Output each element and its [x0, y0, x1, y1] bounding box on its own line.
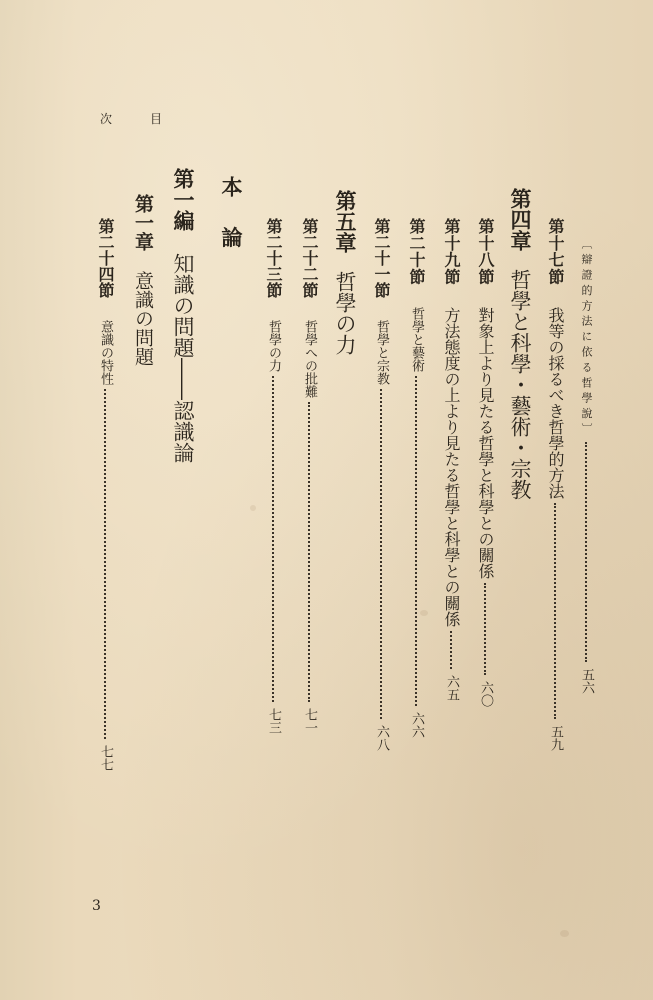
toc-entry [130, 194, 157, 366]
volume-label: 第一編 [171, 168, 196, 231]
toc-entry [330, 190, 360, 355]
toc-entry [544, 218, 567, 751]
toc-entry [505, 188, 535, 500]
page-number: 五九 [548, 725, 563, 752]
paper-stain [560, 930, 569, 937]
entry-title: 對象上より見たる哲學と科學との關係 [476, 307, 495, 580]
leader-dots [450, 631, 452, 669]
leader-dots [104, 389, 106, 739]
entry-title: 我等の採るべき哲學的方法 [546, 307, 565, 500]
toc-entry [405, 218, 428, 738]
toc-entry [262, 218, 285, 734]
page-number: 七七 [98, 745, 113, 771]
running-header-right: 目 [150, 112, 163, 126]
entry-title: 哲學と科學・藝術・宗教 [508, 269, 532, 500]
leader-dots [554, 503, 556, 719]
toc-entry [474, 218, 497, 707]
page-number: 七三 [266, 708, 281, 734]
page-number-footer: 3 [92, 898, 101, 914]
entry-title: 哲學の力 [266, 320, 281, 372]
section-label: 第二十三節 [264, 218, 283, 298]
toc-entry [168, 168, 198, 463]
chapter-label: 第一章 [132, 194, 154, 251]
toc-entry [577, 238, 596, 838]
entry-title: 哲學と藝術 [409, 307, 424, 373]
section-label: 第十七節 [546, 218, 565, 286]
leader-dots [308, 402, 310, 702]
page-number: 六八 [374, 725, 389, 751]
paper-stain [250, 505, 256, 511]
section-label: 第二十節 [407, 218, 426, 286]
toc-entry [94, 218, 117, 771]
chapter-label: 第四章 [508, 188, 533, 251]
entry-title: 方法態度の上より見たる哲學と科學との關係 [442, 307, 461, 628]
page-number: 五六 [579, 668, 594, 695]
leader-dots [415, 376, 417, 706]
section-label: 第二十二節 [300, 218, 319, 298]
running-header-left: 次 [100, 112, 113, 126]
entry-title: 哲學の力 [333, 271, 357, 355]
page-number: 七一 [302, 708, 317, 734]
chapter-label: 第五章 [333, 190, 358, 253]
part-title: 本論 [219, 176, 244, 277]
page-number: 六六 [409, 712, 424, 739]
entry-title: 哲學への批難 [302, 320, 317, 398]
page-number: 六五 [444, 675, 459, 702]
section-label: 第十八節 [476, 218, 495, 286]
entry-title: 哲學と宗教 [374, 320, 389, 385]
toc-entry [440, 218, 463, 701]
toc-entry [298, 218, 321, 734]
section-label: 第二十一節 [372, 218, 391, 298]
leader-dots [585, 442, 587, 662]
leader-dots [272, 376, 274, 702]
toc-entry [216, 176, 246, 277]
page-number: 六〇 [478, 681, 493, 708]
toc-entry [370, 218, 393, 751]
entry-title: 知識の問題――認識論 [171, 253, 195, 463]
section-label: 第十九節 [442, 218, 461, 286]
entry-title: 〔辯證的方法に依る哲學說〕 [580, 238, 593, 439]
leader-dots [484, 583, 486, 675]
leader-dots [380, 389, 382, 719]
entry-title: 意識の問題 [132, 271, 154, 366]
section-label: 第二十四節 [96, 218, 115, 298]
entry-title: 意識の特性 [98, 320, 113, 385]
